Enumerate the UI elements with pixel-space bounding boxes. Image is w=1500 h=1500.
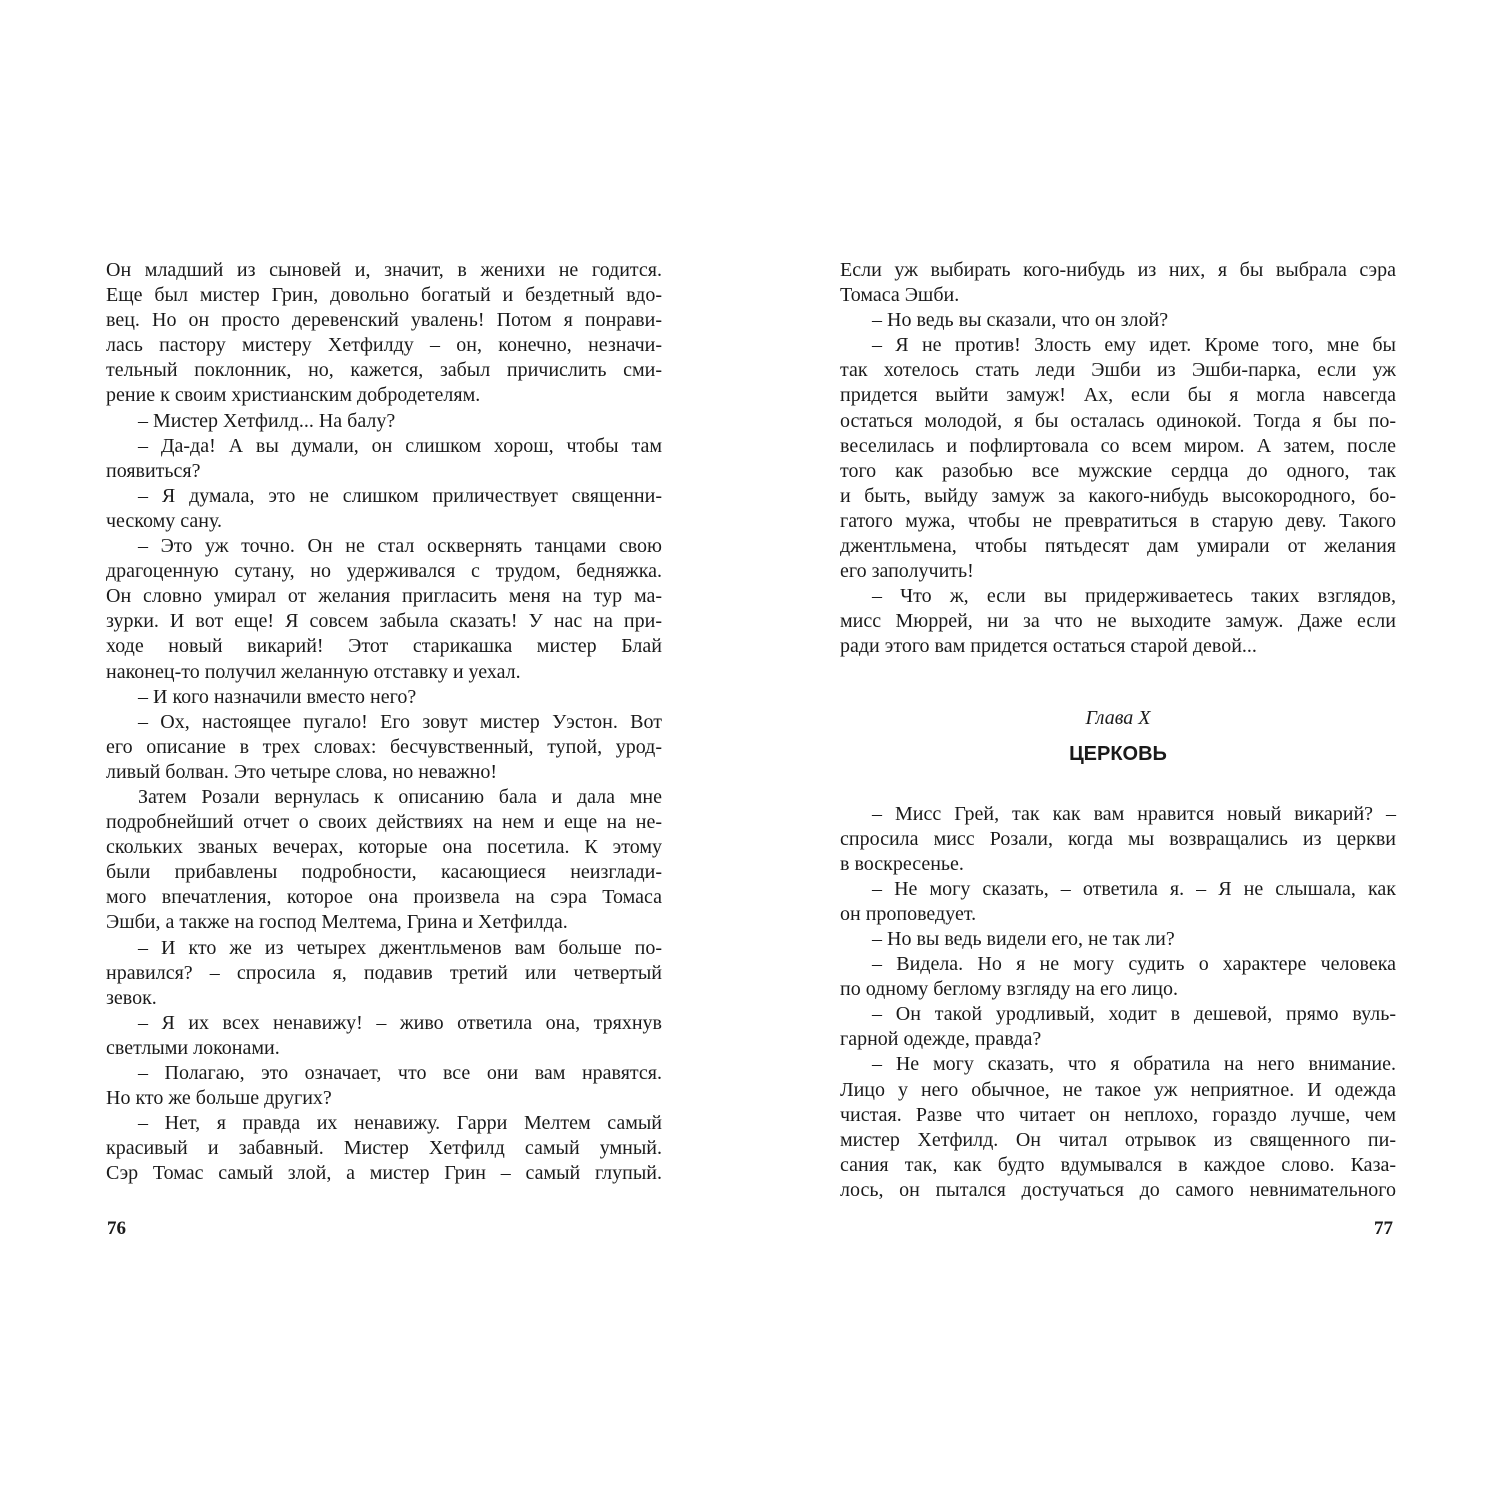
page-number-right: 77	[1374, 1218, 1393, 1239]
right-page-text-after-chapter	[840, 802, 1396, 1204]
text-line: его заполучить!	[840, 560, 974, 583]
text-line: лась пастору мистеру Хетфилду – он, конечно, незначи-	[106, 334, 662, 357]
text-line: Он словно умирал от желания пригласить меня на тур ма-	[106, 585, 662, 608]
text-line: лось, он пытался достучаться до самого невнимательного	[840, 1178, 1396, 1201]
text-line: – Я их всех ненавижу! – живо ответила она, тряхнув	[138, 1011, 662, 1034]
text-line: драгоценную сутану, но удерживался с трудом, бедняжка.	[106, 560, 662, 583]
text-line: зурки. И вот еще! Я совсем забыла сказать! У нас на при-	[106, 610, 662, 633]
text-line: того как разобью все мужские сердца до одного, так	[840, 459, 1396, 482]
text-line: так хотелось стать леди Эшби из Эшби-парка, если уж	[840, 359, 1396, 382]
text-line: – Мистер Хетфилд... На балу?	[138, 409, 396, 432]
text-line: – Но ведь вы сказали, что он злой?	[872, 309, 1169, 332]
text-line: светлыми локонами.	[106, 1036, 280, 1059]
text-line: мого впечатления, которое она произвела на сэра Томаса	[106, 886, 662, 909]
text-line: он проповедует.	[840, 902, 977, 925]
text-line: Томаса Эшби.	[840, 284, 960, 307]
text-line: Он младший из сыновей и, значит, в женихи не годится.	[106, 259, 662, 281]
text-line: Если уж выбирать кого-нибудь из них, я бы выбрала сэра	[840, 259, 1396, 281]
text-line: ливый болван. Это четыре слова, но неважно!	[106, 760, 498, 783]
text-line: ради этого вам придется остаться старой девой...	[840, 635, 1257, 658]
text-line: джентльмена, чтобы пятьдесят дам умирали от желания	[840, 535, 1396, 558]
text-line: Но кто же больше других?	[106, 1087, 332, 1110]
text-line: в воскресенье.	[840, 852, 964, 875]
text-line: вец. Но он просто деревенский увалень! Потом я понрави-	[106, 309, 662, 332]
text-line: остаться молодой, я бы осталась одинокой. Тогда я бы по-	[840, 409, 1396, 432]
text-line: подробнейший отчет о своих действиях на нем и еще на не-	[106, 811, 662, 834]
text-line: – Не могу сказать, – ответила я. – Я не слышала, как	[872, 877, 1396, 900]
text-line: – Не могу сказать, что я обратила на него внимание.	[872, 1053, 1396, 1076]
right-page-text	[840, 258, 1396, 1203]
text-line: Сэр Томас самый злой, а мистер Грин – самый глупый.	[106, 1162, 662, 1185]
text-line: спросила мисс Розали, когда мы возвращались из церкви	[840, 827, 1396, 850]
chapter-label: Глава X	[1085, 706, 1151, 729]
text-line: Лицо у него обычное, не такое уж неприятное. И одежда	[840, 1078, 1396, 1101]
text-line: рение к своим христианским добродетелям.	[106, 384, 481, 407]
text-line: – Он такой уродливый, ходит в дешевой, прямо вуль-	[872, 1003, 1396, 1026]
text-line: скольких званых вечерах, которые она посетила. К этому	[106, 836, 662, 859]
text-line: – И кого назначили вместо него?	[138, 685, 417, 708]
text-line: – Это уж точно. Он не стал осквернять танцами свою	[138, 535, 662, 558]
text-line: появиться?	[106, 459, 201, 482]
text-line: ходе новый викарий! Этот старикашка мистер Блай	[106, 635, 662, 658]
text-line: тельный поклонник, но, кажется, забыл причислить сми-	[106, 359, 662, 382]
text-line: ческому сану.	[106, 509, 222, 532]
chapter-title: ЦЕРКОВЬ	[1069, 742, 1167, 765]
left-page-text	[106, 258, 662, 1186]
text-line: мистер Хетфилд. Он читал отрывок из священного пи-	[840, 1128, 1396, 1151]
text-line: – Но вы ведь видели его, не так ли?	[872, 927, 1175, 950]
text-line: Эшби, а также на господ Мелтема, Грина и Хетфилда.	[106, 911, 568, 934]
text-line: красивый и забавный. Мистер Хетфилд самый умный.	[106, 1137, 662, 1160]
text-line: гатого мужа, чтобы не превратиться в старую деву. Такого	[840, 509, 1396, 532]
text-line: – И кто же из четырех джентльменов вам больше по-	[138, 936, 662, 959]
text-line: мисс Мюррей, ни за что не выходите замуж. Даже если	[840, 610, 1396, 633]
text-line: придется выйти замуж! Ах, если бы я могла навсегда	[840, 384, 1396, 407]
page-number-left: 76	[107, 1218, 126, 1239]
text-line: были прибавлены подробности, касающиеся неизглади-	[106, 861, 662, 884]
text-line: – Я думала, это не слишком приличествует священни-	[138, 484, 662, 507]
text-line: – Я не против! Злость ему идет. Кроме того, мне бы	[872, 334, 1396, 357]
text-line: – Нет, я правда их ненавижу. Гарри Мелтем самый	[138, 1112, 662, 1135]
text-line: нравился? – спросила я, подавив третий или четвертый	[106, 961, 662, 984]
text-line: – Видела. Но я не могу судить о характере человека	[872, 953, 1396, 976]
text-line: зевок.	[106, 986, 157, 1009]
text-line: – Ох, настоящее пугало! Его зовут мистер Уэстон. Вот	[138, 710, 662, 733]
text-line: и быть, выйду замуж за какого-нибудь высокородного, бо-	[840, 484, 1396, 507]
text-line: Затем Розали вернулась к описанию бала и дала мне	[138, 785, 662, 808]
right-page-text-before-chapter	[840, 258, 1396, 660]
text-line: по одному беглому взгляду на его лицо.	[840, 978, 1178, 1001]
text-line: его описание в трех словах: бесчувственный, тупой, урод-	[106, 735, 662, 758]
text-line: чистая. Разве что читает он неплохо, гораздо лучше, чем	[840, 1103, 1396, 1126]
text-line: гарной одежде, правда?	[840, 1028, 1042, 1051]
text-line: – Полагаю, это означает, что все они вам нравятся.	[138, 1062, 662, 1084]
text-line: – Да-да! А вы думали, он слишком хорош, чтобы там	[138, 434, 662, 457]
text-line: – Что ж, если вы придерживаетесь таких взглядов,	[872, 585, 1396, 608]
text-line: наконец-то получил желанную отставку и уехал.	[106, 660, 521, 683]
text-line: веселилась и пофлиртовала со всем миром. А затем, после	[840, 434, 1396, 457]
text-line: сания так, как будто вдумывался в каждое слово. Каза-	[840, 1153, 1396, 1176]
text-line: – Мисс Грей, так как вам нравится новый викарий? –	[872, 802, 1396, 825]
text-line: Еще был мистер Грин, довольно богатый и бездетный вдо-	[106, 284, 662, 307]
